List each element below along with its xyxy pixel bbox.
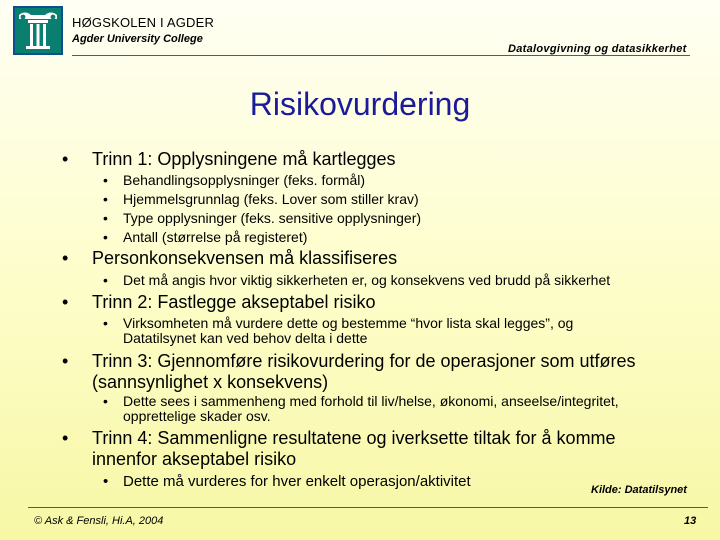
bullet-marker: • <box>103 229 108 245</box>
bullet-text-line: Trinn 4: Sammenligne resultatene og iverksette tiltak for å komme <box>92 428 616 448</box>
page-number: 13 <box>684 515 697 527</box>
bullet-text-line: Trinn 3: Gjennomføre risikovurdering for de operasjoner som utføres <box>92 351 636 371</box>
sub-bullet-text: Det må angis hvor viktig sikkerheten er, og konsekvens ved brudd på sikkerhet <box>123 272 611 288</box>
sub-bullet-text-line: Virksomheten må vurdere dette og bestemme “hvor lista skal legges”, og <box>123 315 574 331</box>
sub-bullet-text: Hjemmelsgrunnlag (feks. Lover som stiller krav) <box>123 191 419 207</box>
school-logo <box>13 6 63 55</box>
bullet-text: Personkonsekvensen må klassifiseres <box>92 248 398 268</box>
bullet-marker: • <box>62 292 69 312</box>
sub-bullet-text-line: Dette sees i sammenheng med forhold til liv/helse, økonomi, anseelse/integritet, <box>123 393 619 409</box>
bullet-marker: • <box>62 428 69 448</box>
sub-bullet-text: Behandlingsopplysninger (feks. formål) <box>123 172 366 188</box>
source-credit: Kilde: Datatilsynet <box>591 484 687 496</box>
footer-divider <box>28 507 708 508</box>
bullet-marker: • <box>103 315 108 331</box>
bullet-marker: • <box>62 149 69 169</box>
bullet-marker: • <box>103 473 109 490</box>
bullet-marker: • <box>62 248 69 268</box>
slide-title: Risikovurdering <box>249 86 471 122</box>
bullet-text-line: innenfor akseptabel risiko <box>92 449 297 469</box>
header-divider <box>72 55 690 56</box>
sub-bullet-text-line: Datatilsynet kan ved behov delta i dette <box>123 330 368 346</box>
sub-bullet-text: Type opplysninger (feks. sensitive opplysninger) <box>123 210 422 226</box>
column-pillar-icon <box>15 8 61 53</box>
bullet-marker: • <box>103 272 108 288</box>
course-title: Datalovgivning og datasikkerhet <box>508 43 687 55</box>
school-name-english: Agder University College <box>72 33 203 45</box>
sub-bullet-text: Antall (størrelse på registeret) <box>123 229 308 245</box>
bullet-text: Trinn 1: Opplysningene må kartlegges <box>92 149 396 169</box>
school-name: HØGSKOLEN I AGDER <box>72 15 215 30</box>
footer-copyright: © Ask & Fensli, Hi.A, 2004 <box>34 515 164 527</box>
sub-bullet-text-line: opprettelige skader osv. <box>123 408 271 424</box>
bullet-marker: • <box>103 393 108 409</box>
bullet-text: Trinn 2: Fastlegge akseptabel risiko <box>92 292 376 312</box>
bullet-marker: • <box>103 172 108 188</box>
bullet-text-line: (sannsynlighet x konsekvens) <box>92 372 329 392</box>
bullet-marker: • <box>103 210 108 226</box>
sub-bullet-text: Dette må vurderes for hver enkelt operasjon/aktivitet <box>123 473 471 490</box>
bullet-marker: • <box>62 351 69 371</box>
bullet-marker: • <box>103 191 108 207</box>
